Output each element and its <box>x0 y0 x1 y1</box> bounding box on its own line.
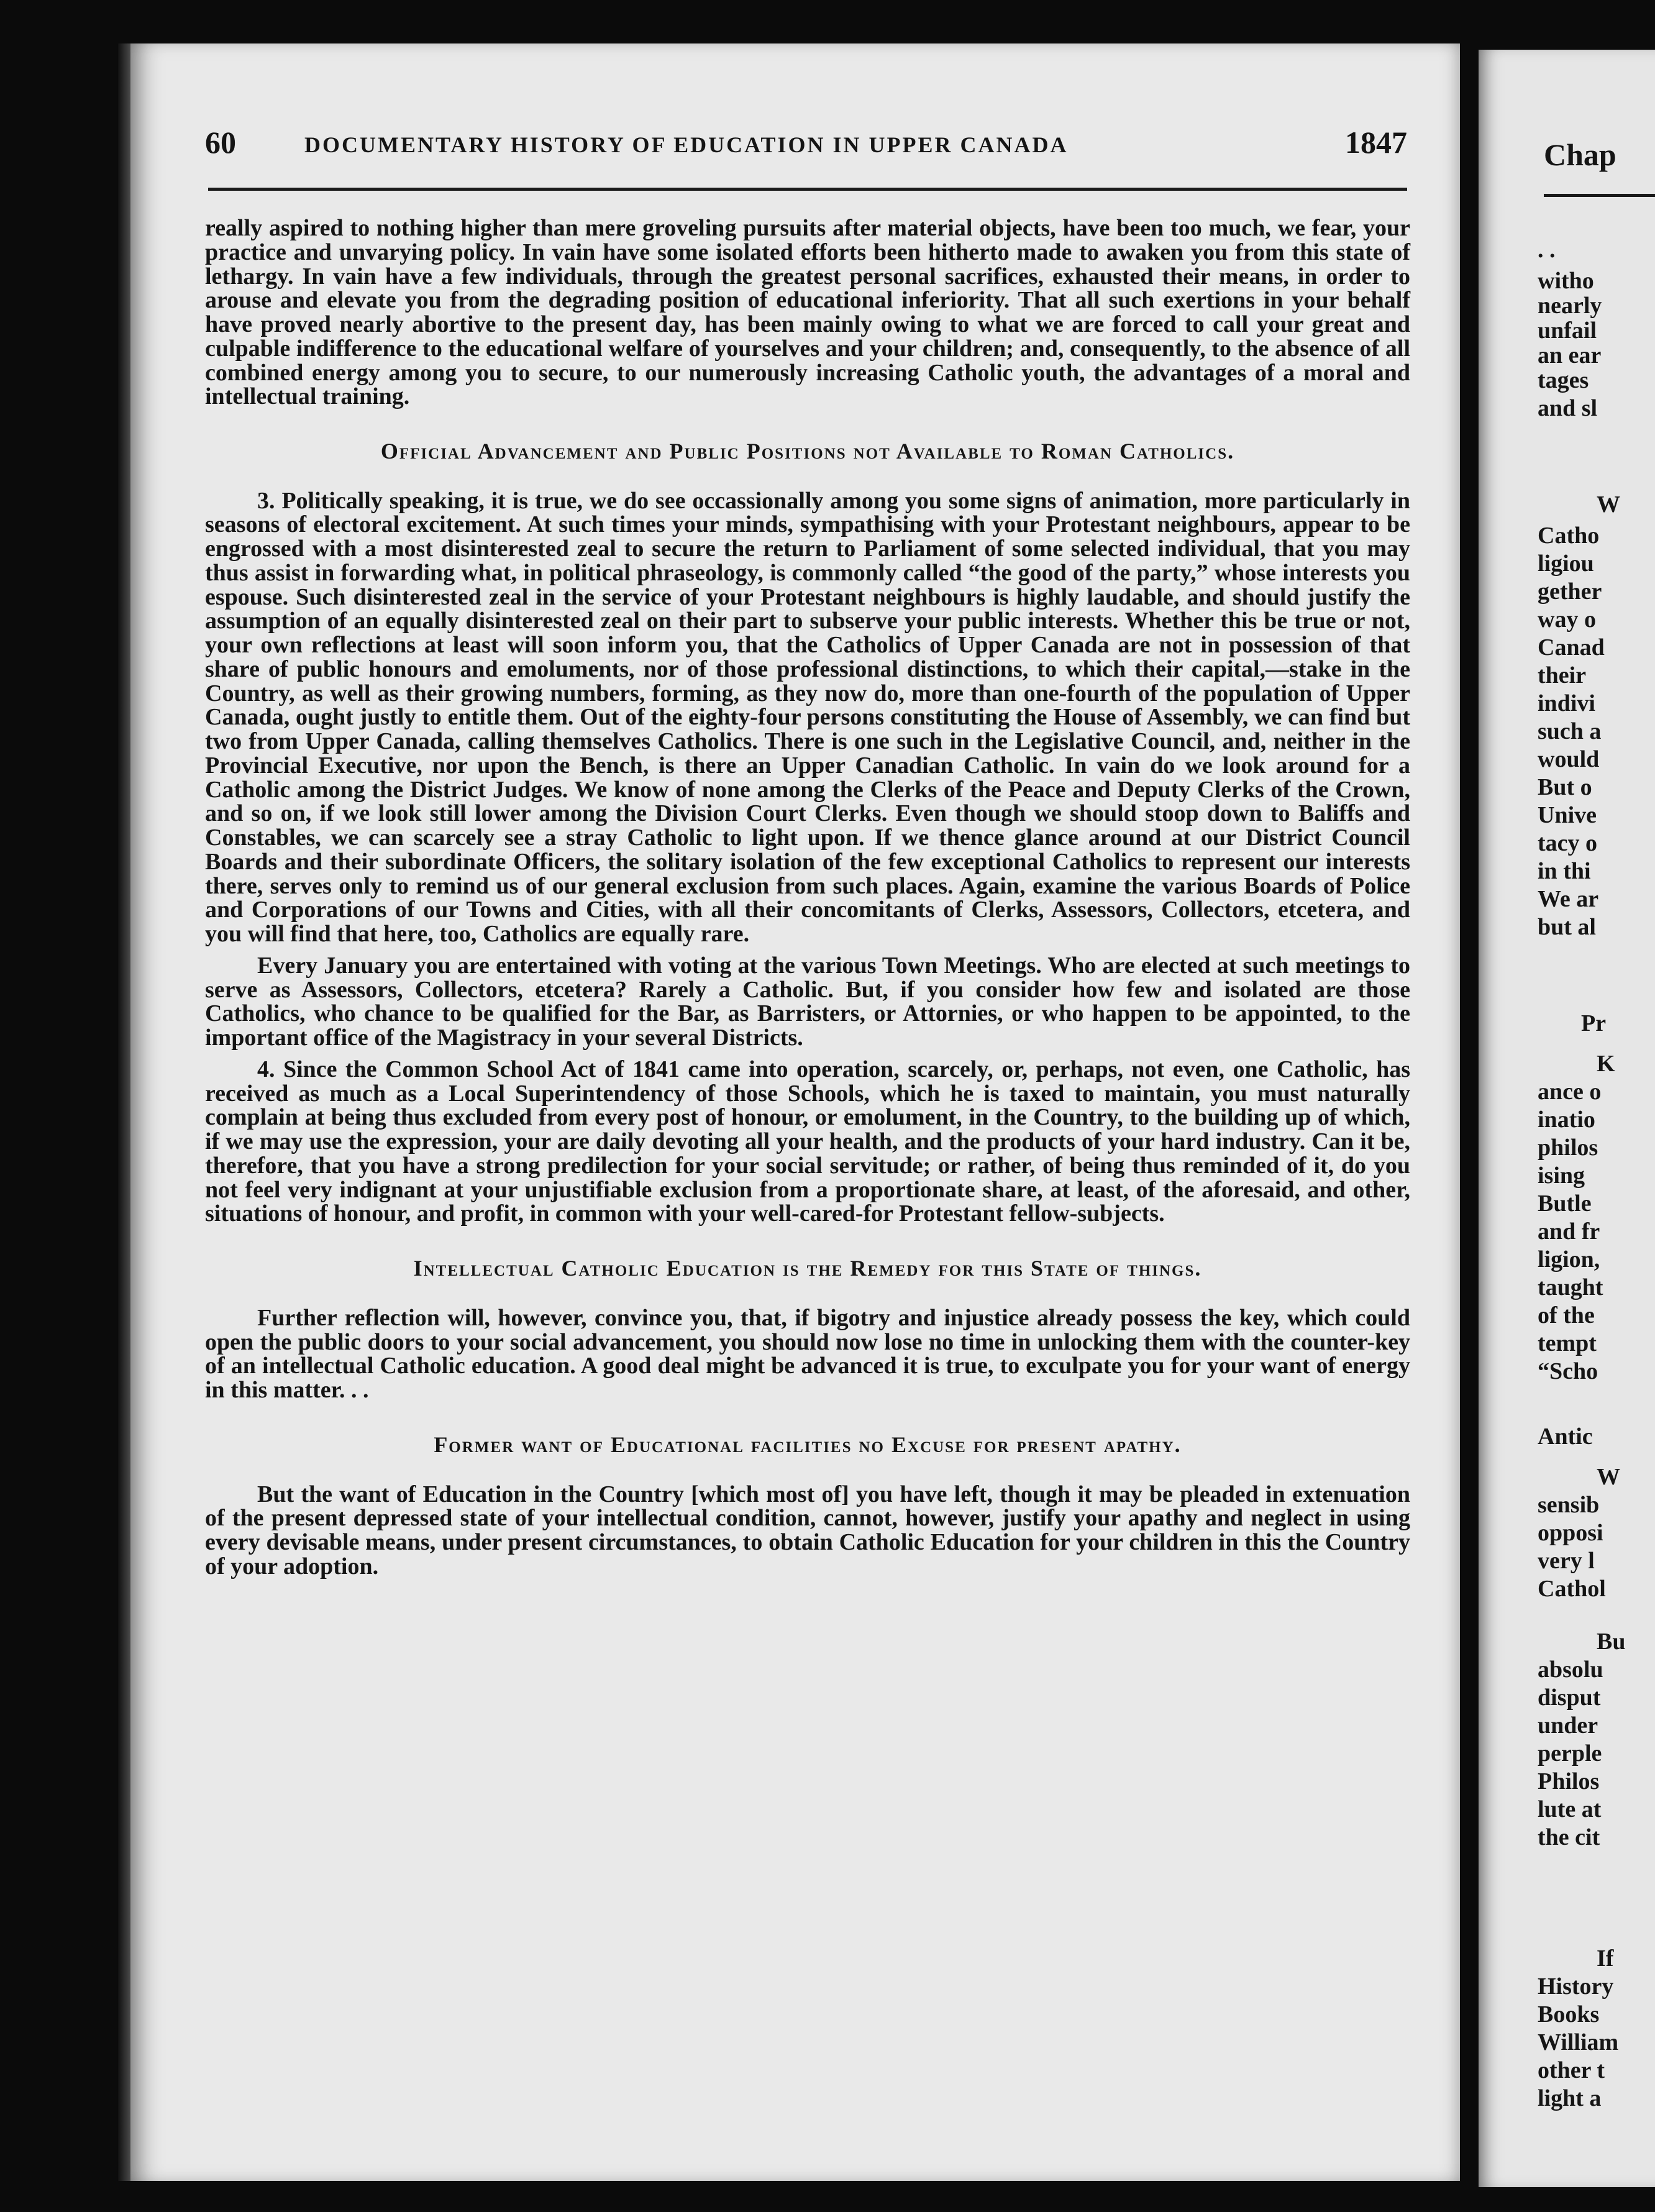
right-page-line: but al <box>1538 914 1596 940</box>
right-page-line: K <box>1597 1051 1615 1077</box>
right-page-line: Catho <box>1538 523 1600 549</box>
right-page-line: unfail <box>1538 318 1597 344</box>
right-page-line: under <box>1538 1712 1598 1739</box>
section-heading: Official Advancement and Public Positions not Available to Roman Catholics. <box>380 439 1235 464</box>
right-page-line: ligion, <box>1538 1246 1600 1273</box>
right-page-line: taught <box>1538 1274 1603 1300</box>
right-page-line: Unive <box>1538 802 1597 828</box>
right-page-line: light a <box>1538 2085 1602 2111</box>
right-page-line: Antic <box>1538 1424 1593 1450</box>
right-page-line: absolu <box>1538 1657 1603 1683</box>
running-head-year: 1847 <box>1345 125 1407 160</box>
right-page-line: indivi <box>1538 690 1595 716</box>
right-page-line: tempt <box>1538 1330 1597 1356</box>
section-heading: Intellectual Catholic Education is the Remedy for this State of things. <box>413 1256 1202 1281</box>
header-rule <box>208 188 1407 191</box>
page-number: 60 <box>205 125 236 160</box>
paragraph: really aspired to nothing higher than mere groveling pursuits after material objects, have been too much, we fear, your practice and unvarying policy. In vain have some isolated efforts been hitherto made to awaken you from this state of lethargy. In vain have a few individuals, through the greatest personal sacrifices, exhausted their means, in order to arouse and elevate you from the degrading position of educational inferiority. That all such exertions in your behalf have proved nearly abortive to the present day, has been mainly owing to what we are forced to call your great and culpable indifference to the educational welfare of yourselves and your children; and, consequently, to the absence of all combined energy among you to secure, to our numerously increasing Catholic youth, the advantages of a moral and intellectual training. <box>205 215 1410 410</box>
paragraph: 3. Politically speaking, it is true, we do see occassionally among you some signs of animation, more particularly in seasons of electoral excitement. At such times your minds, sympathising with your Protestant neighbours, appear to be engrossed with a most disinterested zeal to secure the return to Parliament of some selected individual, that you may thus assist in forwarding what, in political phraseology, is commonly called “the good of the party,” whose interests you espouse. Such disinterested zeal in the service of your Protestant neighbours is highly laudable, and should justify the assumption of an equally disinterested zeal on their part to subserve your public interests. Whether this be true or not, your own reflections at least will soon inform you, that the Catholics of Upper Canada are not in possession of that share of public honours and emoluments, nor of those professional distinctions, to which their capital,—stake in the Country, as well as their growing numbers, forming, as they now do, more than one-fourth of the population of Upper Canada, ought justly to entitle them. Out of the eighty-four persons constituting the House of Assembly, we can find but two from Upper Canada, calling themselves Catholics. There is one such in the Legislative Council, and, neither in the Provincial Executive, nor upon the Bench, is there an Upper Canadian Catholic. In vain do we look around for a Catholic among the District Judges. We know of none among the Clerks of the Peace and Deputy Clerks of the Crown, and so on, if we look still lower among the Division Court Clerks. Even though we should stoop down to Baliffs and Constables, we can scarcely see a stray Catholic to light upon. If we thence glance around at our District Council Boards and their subordinate Officers, the solitary isolation of the few exceptional Catholics to represent our interests there, serves only to remind us of our general exclusion from such places. Again, examine the various Boards of Police and Corporations of our Towns and Cities, with all their concomitants of Clerks, Assessors, Collectors, etcetera, and you will find that here, too, Catholics are equally rare. <box>205 487 1410 948</box>
right-page-line: and fr <box>1538 1218 1600 1245</box>
right-page-line: an ear <box>1538 342 1602 368</box>
paragraph: 4. Since the Common School Act of 1841 came into operation, scarcely, or, perhaps, not even, one Catholic, has received as much as a Local Superintendency of those Schools, which he is taxed to maintain, you must naturally complain at being thus excluded from every post of honour, or emolument, in the Country, to the building up of which, if we may use the expression, your are daily devoting all your health, and the products of your hard industry. Can it be, therefore, that you have a strong predilection for your social servitude; or rather, of being thus reminded of it, do you not feel very indignant at your unjustifiable exclusion from a proportionate share, at least, of the aforesaid, and other, situations of honour, and profit, in common with your well-cared-for Protestant fellow-subjects. <box>205 1056 1410 1227</box>
right-page-line: very l <box>1538 1548 1595 1574</box>
right-page-line: inatio <box>1538 1107 1595 1133</box>
right-page-line: opposi <box>1538 1520 1603 1546</box>
right-page-line: . . <box>1538 237 1556 263</box>
right-page-line: ising <box>1538 1163 1585 1189</box>
right-page-line: perple <box>1538 1740 1602 1766</box>
right-page-line: But o <box>1538 774 1592 800</box>
right-page-line: in thi <box>1538 858 1591 884</box>
right-page-line: Pr <box>1581 1010 1607 1036</box>
right-page-rule <box>1544 194 1655 197</box>
right-page-line: Cathol <box>1538 1576 1606 1602</box>
right-page-line: Bu <box>1597 1629 1626 1655</box>
right-page-line: William <box>1538 2029 1619 2055</box>
right-page-line: other t <box>1538 2057 1605 2083</box>
right-page-line: W <box>1597 491 1620 518</box>
page-body <box>205 216 1410 1579</box>
right-page-line: witho <box>1538 268 1594 294</box>
right-page-line: Books <box>1538 2001 1600 2027</box>
right-page-line: way o <box>1538 606 1596 633</box>
right-page-line: Philos <box>1538 1768 1600 1794</box>
right-page-line: If <box>1597 1945 1614 1972</box>
right-page-line: their <box>1538 662 1587 688</box>
right-page-header: Chap <box>1544 137 1616 172</box>
left-page <box>130 43 1460 2181</box>
right-page-line: philos <box>1538 1135 1598 1161</box>
right-page-line: lute at <box>1538 1796 1602 1822</box>
right-page-line: W <box>1597 1464 1620 1490</box>
section-heading: Former want of Educational facilities no Excuse for present apathy. <box>434 1432 1182 1457</box>
right-page-line: Butle <box>1538 1191 1592 1217</box>
right-page-line: ligiou <box>1538 551 1594 577</box>
right-page-line: Canad <box>1538 634 1605 660</box>
right-page-line: and sl <box>1538 395 1598 421</box>
right-page-line: tages <box>1538 367 1589 393</box>
paragraph: Further reflection will, however, convince you, that, if bigotry and injustice already possess the key, which could open the public doors to your social advancement, you should now lose no time in unlocking them with the counter-key of an intellectual Catholic education. A good deal might be advanced it is true, to exculpate you for your want of energy in this matter. . . <box>205 1304 1410 1404</box>
right-page-line: would <box>1538 746 1600 772</box>
paragraph: But the want of Education in the Country [which most of] you have left, though it may be pleaded in extenuation of the present depressed state of your intellectual condition, cannot, however, justify your apathy and neglect in using every devisable means, under present circumstances, to obtain Catholic Education for your children in this the Country of your adoption. <box>205 1481 1410 1579</box>
paragraph: Every January you are entertained with voting at the various Town Meetings. Who are elected at such meetings to serve as Assessors, Collectors, etcetera? Rarely a Catholic. But, if you consider how few and isolated are those Catholics, who chance to be qualified for the Bar, as Barristers, or Attornies, or who happen to be appointed, to the important office of the Magistracy in your several Districts. <box>205 952 1410 1051</box>
right-page-line: the cit <box>1538 1824 1600 1850</box>
right-page-line: History <box>1538 1973 1614 1999</box>
right-page-line: ance o <box>1538 1079 1602 1105</box>
right-page-line: of the <box>1538 1302 1595 1328</box>
right-page-line: “Scho <box>1538 1358 1598 1384</box>
right-page-line: such a <box>1538 718 1602 744</box>
running-head-title: DOCUMENTARY HISTORY OF EDUCATION IN UPPER CANADA <box>304 132 1069 157</box>
right-page-line: gether <box>1538 578 1602 605</box>
right-page-line: tacy o <box>1538 830 1598 856</box>
right-page-line: nearly <box>1538 293 1602 319</box>
right-page-line: disput <box>1538 1684 1601 1711</box>
right-page-line: We ar <box>1538 886 1599 912</box>
right-page-fragment <box>1479 50 1655 2187</box>
right-page-line: sensib <box>1538 1492 1600 1518</box>
running-head <box>205 124 1407 168</box>
